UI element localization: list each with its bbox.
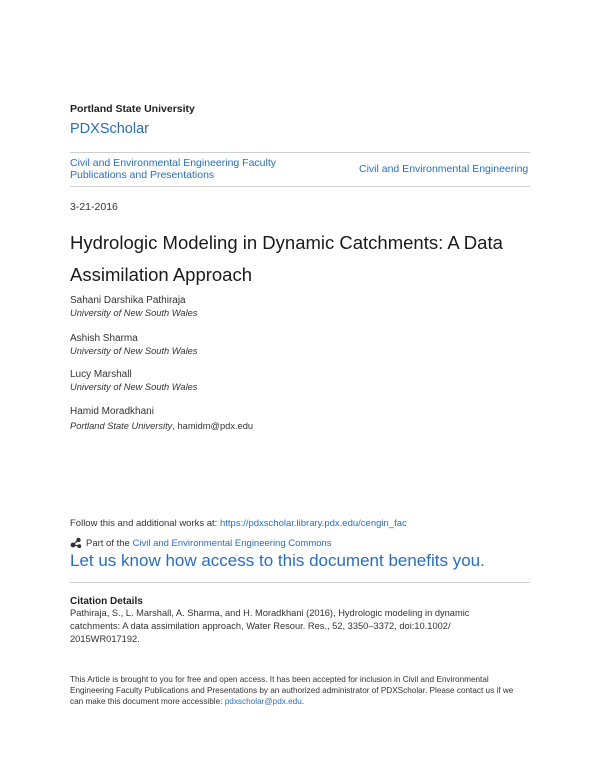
- repository-link[interactable]: PDXScholar: [70, 121, 149, 137]
- follow-line: [70, 518, 407, 529]
- feedback-link[interactable]: Let us know how access to this document benefits you.: [70, 551, 485, 570]
- author-block: [70, 294, 490, 320]
- series-link[interactable]: Civil and Environmental Engineering Faculty Publications and Presentations: [70, 157, 277, 181]
- part-of-line: [70, 537, 332, 549]
- follow-text: Follow this and additional works at:: [70, 518, 220, 529]
- divider: [70, 582, 530, 583]
- department-link[interactable]: Civil and Environmental Engineering: [359, 163, 529, 175]
- author-name: Sahani Darshika Pathiraja: [70, 295, 186, 306]
- author-affiliation: University of New South Wales: [70, 382, 198, 392]
- access-notice: [70, 674, 520, 707]
- commons-link[interactable]: Civil and Environmental Engineering Commons: [132, 537, 332, 549]
- author-block: [70, 405, 490, 433]
- follow-url-link[interactable]: https://pdxscholar.library.pdx.edu/cengin_fac: [219, 518, 407, 529]
- university-name: Portland State University: [70, 103, 195, 115]
- author-affiliation-line: [70, 418, 490, 433]
- author-name: Ashish Sharma: [70, 333, 138, 344]
- author-affiliation: University of New South Wales: [70, 346, 198, 356]
- notice-text: This Article is brought to you for free and open access. It has been accepted for inclusion in Civil and Environmental Engineering Faculty Publications and Presentations by an authorized administrator of PDXScholar. Please contact us if we can make this document more accessible:: [70, 675, 514, 706]
- author-email[interactable]: , hamidm@pdx.edu: [172, 421, 254, 431]
- contact-email-link[interactable]: pdxscholar@pdx.edu: [224, 697, 302, 706]
- citation-heading: Citation Details: [70, 596, 143, 607]
- citation-text: Pathiraja, S., L. Marshall, A. Sharma, and H. Moradkhani (2016), Hydrologic modeling in dynamic catchments: A data assimilation approach, Water Resour. Res., 52, 3350–3372, doi:10.1002/ 2015WR017192.: [70, 608, 470, 644]
- part-of-text: Part of the: [86, 537, 130, 549]
- divider: [70, 186, 530, 187]
- divider: [70, 152, 530, 153]
- author-name: Hamid Moradkhani: [70, 406, 154, 417]
- network-icon: [70, 537, 82, 549]
- author-affiliation: University of New South Wales: [70, 308, 198, 318]
- notice-end: .: [301, 697, 305, 706]
- publication-date: 3-21-2016: [70, 201, 118, 213]
- author-name: Lucy Marshall: [70, 369, 132, 380]
- page-title: Hydrologic Modeling in Dynamic Catchments: A Data Assimilation Approach: [70, 232, 503, 285]
- author-block: [70, 332, 490, 358]
- author-affiliation: Portland State University: [70, 421, 173, 431]
- author-block: [70, 368, 490, 394]
